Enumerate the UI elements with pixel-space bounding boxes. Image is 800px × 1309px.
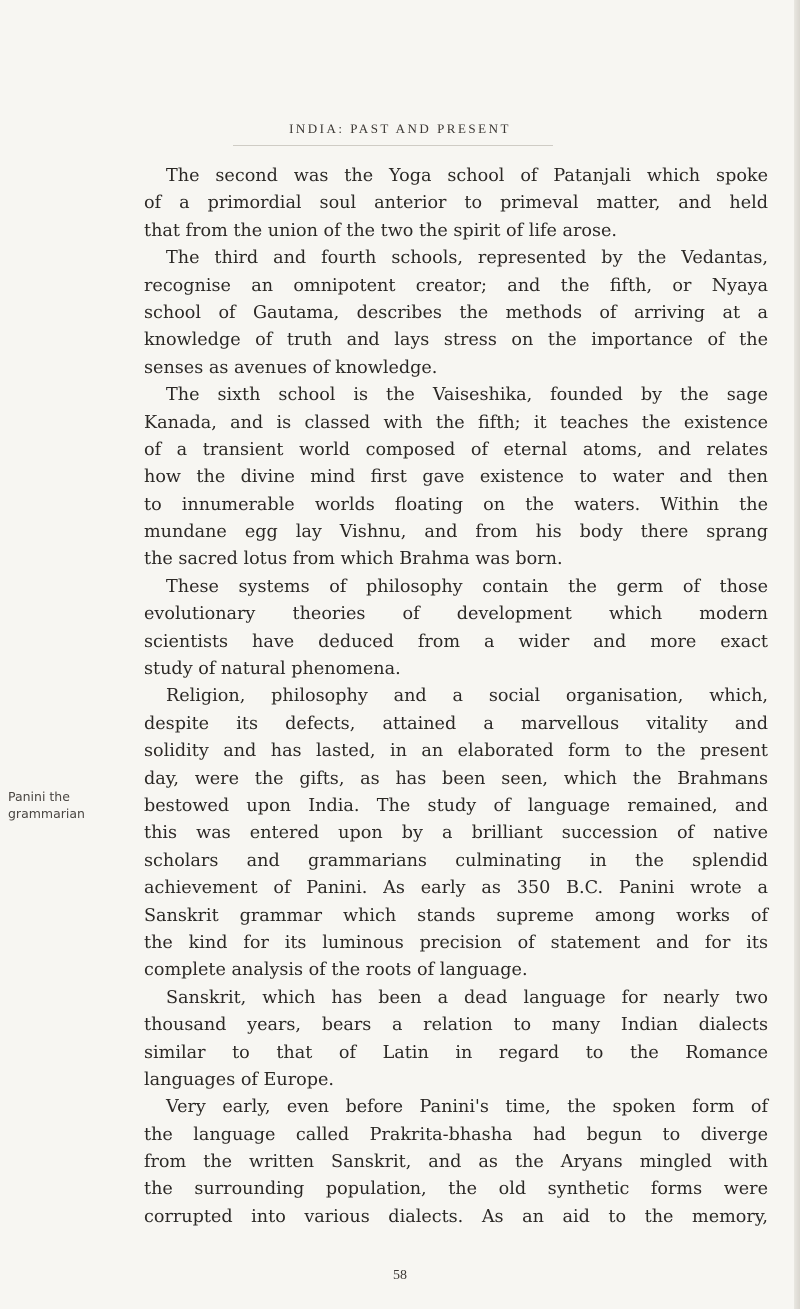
margin-note (8, 788, 118, 822)
text-line: the surrounding population, the old synthetic forms were (144, 1179, 768, 1200)
text-line: Kanada, and is classed with the fifth; it teaches the existence (144, 412, 768, 433)
text-line: The sixth school is the Vaiseshika, founded by the sage (166, 385, 768, 406)
text-line: the kind for its luminous precision of statement and for its (144, 932, 768, 953)
text-line: complete analysis of the roots of language. (144, 960, 528, 981)
text-line: solidity and has lasted, in an elaborated form to the present (144, 741, 768, 762)
text-line: Sanskrit grammar which stands supreme among works of (144, 905, 768, 926)
text-line: mundane egg lay Vishnu, and from his body there sprang (144, 522, 768, 543)
text-line: the sacred lotus from which Brahma was born. (144, 549, 563, 570)
text-line: achievement of Panini. As early as 350 B.C. Panini wrote a (144, 878, 768, 899)
text-line: of a transient world composed of eternal atoms, and relates (144, 439, 768, 460)
text-line: that from the union of the two the spirit of life arose. (144, 220, 617, 241)
text-line: evolutionary theories of development which modern (144, 604, 768, 625)
text-line: Very early, even before Panini's time, the spoken form of (166, 1097, 768, 1118)
margin-note-line: grammarian (8, 806, 85, 821)
text-line: despite its defects, attained a marvellous vitality and (144, 713, 768, 734)
body-text (144, 163, 768, 1231)
text-line: this was entered upon by a brilliant succession of native (144, 823, 768, 844)
text-line: languages of Europe. (144, 1069, 334, 1090)
text-line: These systems of philosophy contain the germ of those (166, 576, 768, 597)
text-line: recognise an omnipotent creator; and the fifth, or Nyaya (144, 275, 768, 296)
text-line: from the written Sanskrit, and as the Aryans mingled with (144, 1152, 768, 1173)
text-line: of a primordial soul anterior to primeval matter, and held (144, 193, 768, 214)
page-number: 58 (393, 1268, 407, 1283)
text-line: Religion, philosophy and a social organisation, which, (166, 686, 768, 707)
text-line: senses as avenues of knowledge. (144, 357, 438, 378)
text-line: to innumerable worlds floating on the waters. Within the (144, 494, 768, 515)
running-head: INDIA: PAST AND PRESENT (289, 121, 511, 136)
text-line: how the divine mind first gave existence to water and then (144, 467, 768, 488)
margin-note-line: Panini the (8, 789, 70, 804)
text-line: knowledge of truth and lays stress on the importance of the (144, 330, 768, 351)
text-line: The third and fourth schools, represented by the Vedantas, (166, 248, 768, 269)
page-edge (794, 0, 800, 1309)
text-line: scientists have deduced from a wider and more exact (144, 631, 768, 652)
text-line: school of Gautama, describes the methods of arriving at a (144, 302, 768, 323)
text-line: Sanskrit, which has been a dead language for nearly two (166, 987, 768, 1008)
text-line: thousand years, bears a relation to many Indian dialects (144, 1015, 768, 1036)
text-line: the language called Prakrita-bhasha had begun to diverge (144, 1124, 768, 1145)
text-line: day, were the gifts, as has been seen, which the Brahmans (144, 768, 768, 789)
text-line: corrupted into various dialects. As an aid to the memory, (144, 1206, 768, 1227)
text-line: scholars and grammarians culminating in the splendid (144, 850, 768, 871)
header-rule (233, 145, 553, 146)
text-line: bestowed upon India. The study of language remained, and (144, 795, 768, 816)
text-line: study of natural phenomena. (144, 659, 401, 680)
text-line: similar to that of Latin in regard to the Romance (144, 1042, 768, 1063)
text-line: The second was the Yoga school of Patanjali which spoke (166, 166, 768, 186)
